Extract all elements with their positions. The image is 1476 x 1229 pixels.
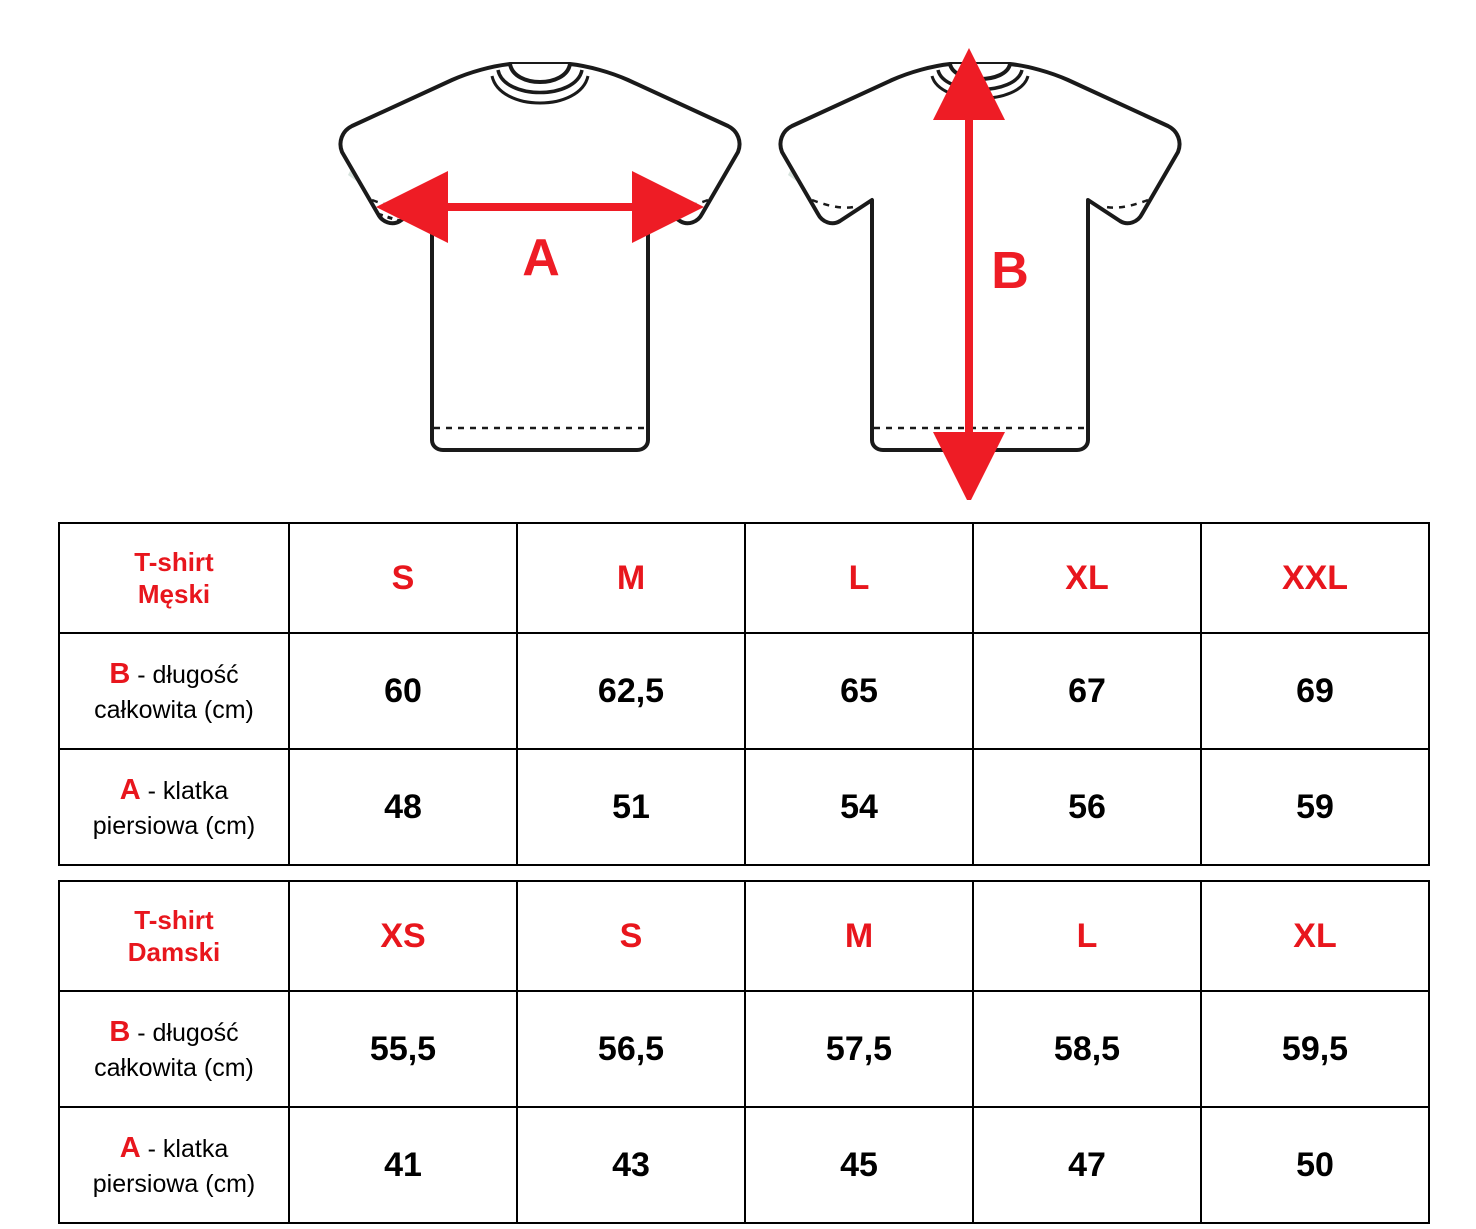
tshirt-illustration bbox=[0, 0, 1476, 500]
womens-b-value-xs: 55,5 bbox=[289, 991, 517, 1107]
womens-a-value-m: 45 bbox=[745, 1107, 973, 1223]
table-row bbox=[59, 1107, 1429, 1223]
womens-row-b-label2: całkowita (cm) bbox=[94, 1053, 254, 1082]
mens-size-header-xxl: XXL bbox=[1201, 523, 1429, 633]
table-row bbox=[59, 881, 1429, 991]
mens-b-value-l: 65 bbox=[745, 633, 973, 749]
womens-title-line1: T-shirt bbox=[134, 904, 214, 935]
mens-row-label-a bbox=[59, 749, 289, 865]
mens-a-value-l: 54 bbox=[745, 749, 973, 865]
mens-row-b-label2: całkowita (cm) bbox=[94, 695, 254, 724]
womens-a-value-xs: 41 bbox=[289, 1107, 517, 1223]
mens-table-title bbox=[59, 523, 289, 633]
mens-row-a-label2: piersiowa (cm) bbox=[92, 811, 256, 840]
womens-b-value-l: 58,5 bbox=[973, 991, 1201, 1107]
tshirt-front-graphic bbox=[340, 64, 739, 450]
table-row bbox=[59, 633, 1429, 749]
mens-b-value-xxl: 69 bbox=[1201, 633, 1429, 749]
womens-row-a-label2: piersiowa (cm) bbox=[92, 1169, 256, 1198]
table-row bbox=[59, 749, 1429, 865]
measure-label-a: A bbox=[522, 229, 560, 287]
womens-row-b-label1: - długość bbox=[130, 1018, 239, 1047]
womens-size-header-m: M bbox=[745, 881, 973, 991]
mens-a-value-xl: 56 bbox=[973, 749, 1201, 865]
womens-a-value-s: 43 bbox=[517, 1107, 745, 1223]
womens-size-header-l: L bbox=[973, 881, 1201, 991]
mens-a-value-s: 48 bbox=[289, 749, 517, 865]
mens-a-value-m: 51 bbox=[517, 749, 745, 865]
womens-size-header-xs: XS bbox=[289, 881, 517, 991]
tshirt-back-graphic bbox=[780, 64, 1179, 450]
mens-size-table bbox=[58, 522, 1430, 866]
mens-row-b-letter: B bbox=[109, 657, 131, 690]
mens-b-value-m: 62,5 bbox=[517, 633, 745, 749]
mens-size-header-xl: XL bbox=[973, 523, 1201, 633]
mens-title-line2: Męski bbox=[137, 579, 211, 609]
womens-row-a-letter: A bbox=[119, 1131, 141, 1164]
womens-size-header-xl: XL bbox=[1201, 881, 1429, 991]
mens-size-header-m: M bbox=[517, 523, 745, 633]
mens-row-a-label1: - klatka bbox=[140, 776, 229, 805]
womens-row-label-a bbox=[59, 1107, 289, 1223]
mens-row-a-letter: A bbox=[119, 773, 141, 806]
womens-b-value-xl: 59,5 bbox=[1201, 991, 1429, 1107]
table-row bbox=[59, 523, 1429, 633]
womens-row-a-label1: - klatka bbox=[140, 1134, 229, 1163]
womens-b-value-m: 57,5 bbox=[745, 991, 973, 1107]
table-row bbox=[59, 991, 1429, 1107]
womens-row-label-b bbox=[59, 991, 289, 1107]
womens-size-header-s: S bbox=[517, 881, 745, 991]
mens-b-value-s: 60 bbox=[289, 633, 517, 749]
mens-row-b-label1: - długość bbox=[130, 660, 239, 689]
womens-a-value-xl: 50 bbox=[1201, 1107, 1429, 1223]
mens-a-value-xxl: 59 bbox=[1201, 749, 1429, 865]
mens-size-header-l: L bbox=[745, 523, 973, 633]
womens-size-table bbox=[58, 880, 1430, 1224]
measure-label-b: B bbox=[991, 242, 1029, 300]
mens-size-header-s: S bbox=[289, 523, 517, 633]
womens-b-value-s: 56,5 bbox=[517, 991, 745, 1107]
womens-row-b-letter: B bbox=[109, 1015, 131, 1048]
mens-b-value-xl: 67 bbox=[973, 633, 1201, 749]
womens-title-line2: Damski bbox=[127, 937, 221, 967]
mens-title-line1: T-shirt bbox=[134, 546, 214, 577]
mens-row-label-b bbox=[59, 633, 289, 749]
womens-a-value-l: 47 bbox=[973, 1107, 1201, 1223]
womens-table-title bbox=[59, 881, 289, 991]
